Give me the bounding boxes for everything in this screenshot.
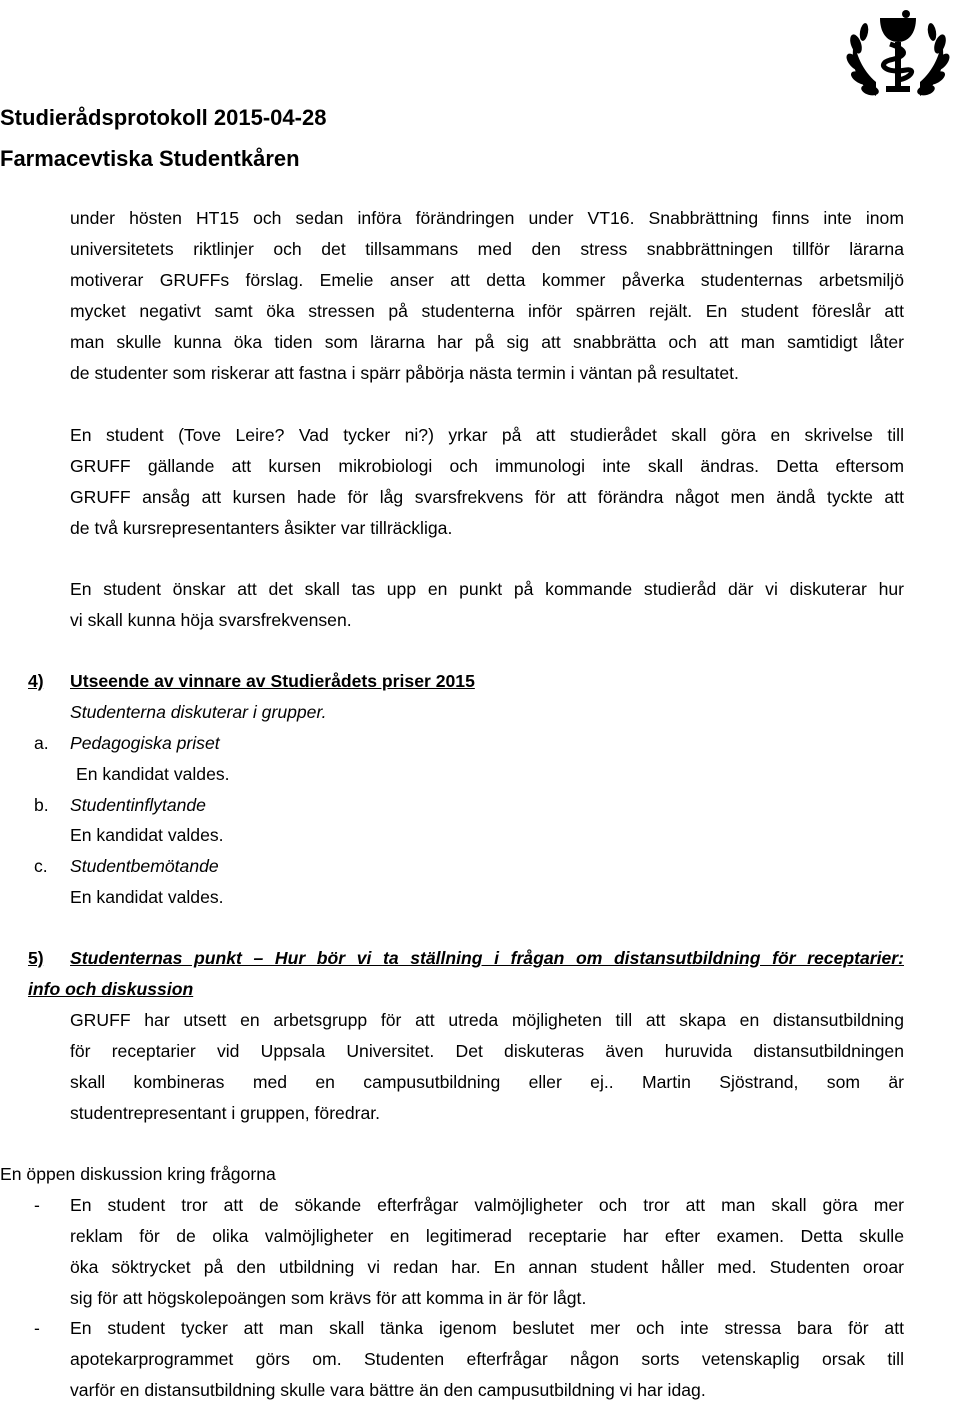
text-line: sig för att högskolepoängen som krävs för att komma in är för lågt. — [70, 1288, 587, 1308]
award-result: En kandidat valdes. — [70, 825, 224, 845]
section-4-number: 4) — [28, 671, 44, 691]
paragraph-2 — [70, 420, 904, 544]
text-line: studentrepresentant i gruppen, föredrar. — [70, 1103, 381, 1123]
text-line: apotekarprogrammet görs om. Studenten efterfrågar någon sorts vetenskaplig orsak till — [70, 1349, 904, 1369]
discussion-item-2 — [70, 1313, 904, 1406]
text-line: de studenter som riskerar att fastna i spärr påbörja nästa termin i väntan på resultatet. — [70, 363, 739, 383]
text-line: universitetets riktlinjer och det tillsammans med den stress snabbrättningen tillför lärarna — [70, 239, 904, 259]
page-subtitle: Farmacevtiska Studentkåren — [0, 146, 300, 171]
text-line: GRUFF har utsett en arbetsgrupp för att utreda möjligheten till att skapa en distansutbildning — [70, 1010, 904, 1030]
text-line: man skulle kunna öka tiden som lärarna har på sig att snabbrätta och att man samtidigt låter — [70, 332, 904, 352]
award-result: En kandidat valdes. — [76, 764, 230, 784]
text-line: varför en distansutbildning skulle vara bättre än den campusutbildning vi har idag. — [70, 1380, 706, 1400]
paragraph-3 — [70, 574, 904, 636]
list-marker: c. — [34, 856, 48, 876]
text-line: skall kombineras med en campusutbildning eller ej.. Martin Sjöstrand, som är — [70, 1072, 904, 1092]
text-line: En student önskar att det skall tas upp en punkt på kommande studieråd där vi diskuterar hur — [70, 579, 904, 599]
section-5-body — [70, 1005, 904, 1129]
text-line: GRUFF gällande att kursen mikrobiologi och immunologi inte skall ändras. Detta eftersom — [70, 456, 904, 476]
list-marker: a. — [34, 733, 49, 753]
text-line: öka söktrycket på den utbildning vi redan har. En annan student håller med. Studenten oroar — [70, 1257, 904, 1277]
page-title: Studierådsprotokoll 2015-04-28 — [0, 105, 327, 130]
award-result: En kandidat valdes. — [70, 887, 224, 907]
award-title: Studentinflytande — [70, 795, 206, 815]
text-line: motiverar GRUFFs förslag. Emelie anser att detta kommer påverka studenternas arbetsmiljö — [70, 270, 904, 290]
text-line: En student (Tove Leire? Vad tycker ni?) yrkar på att studierådet skall göra en skrivelse till — [70, 425, 904, 445]
text-line: mycket negativt samt öka stressen på studenterna inför spärren rejält. En student föreslår att — [70, 301, 904, 321]
discussion-item-1 — [70, 1190, 904, 1314]
award-title: Studentbemötande — [70, 856, 219, 876]
text-line: för receptarier vid Uppsala Universitet. Det diskuteras även huruvida distansutbildningen — [70, 1041, 904, 1061]
section-4-title: Utseende av vinnare av Studierådets priser 2015 — [70, 671, 475, 691]
paragraph-1 — [70, 203, 904, 389]
bullet: - — [34, 1195, 40, 1215]
text-line: vi skall kunna höja svarsfrekvensen. — [70, 610, 352, 630]
text-line: reklam för de olika valmöjligheter en legitimerad receptarie har efter examen. Detta skulle — [70, 1226, 904, 1246]
section-4-intro: Studenterna diskuterar i grupper. — [70, 702, 327, 722]
section-5-number: 5) — [28, 948, 44, 968]
caduceus-wreath-logo — [846, 4, 950, 104]
discussion-intro: En öppen diskussion kring frågorna — [0, 1164, 276, 1184]
text-line: En student tycker att man skall tänka igenom beslutet mer och inte stressa bara för att — [70, 1318, 904, 1338]
text-line: de två kursrepresentanters åsikter var tillräckliga. — [70, 518, 453, 538]
section-5-title: Studenternas punkt – Hur bör vi ta ställning i frågan om distansutbildning för receptarier: — [70, 948, 904, 968]
list-marker: b. — [34, 795, 49, 815]
text-line: GRUFF ansåg att kursen hade för låg svarsfrekvens för att förändra något men ändå tyckte att — [70, 487, 904, 507]
text-line: under hösten HT15 och sedan införa förändringen under VT16. Snabbrättning finns inte inom — [70, 208, 904, 228]
section-5-title-cont: info och diskussion — [28, 979, 194, 999]
bullet: - — [34, 1318, 40, 1338]
text-line: En student tror att de sökande efterfrågar valmöjligheter och tror att man skall göra mer — [70, 1195, 904, 1215]
award-title: Pedagogiska priset — [70, 733, 220, 753]
